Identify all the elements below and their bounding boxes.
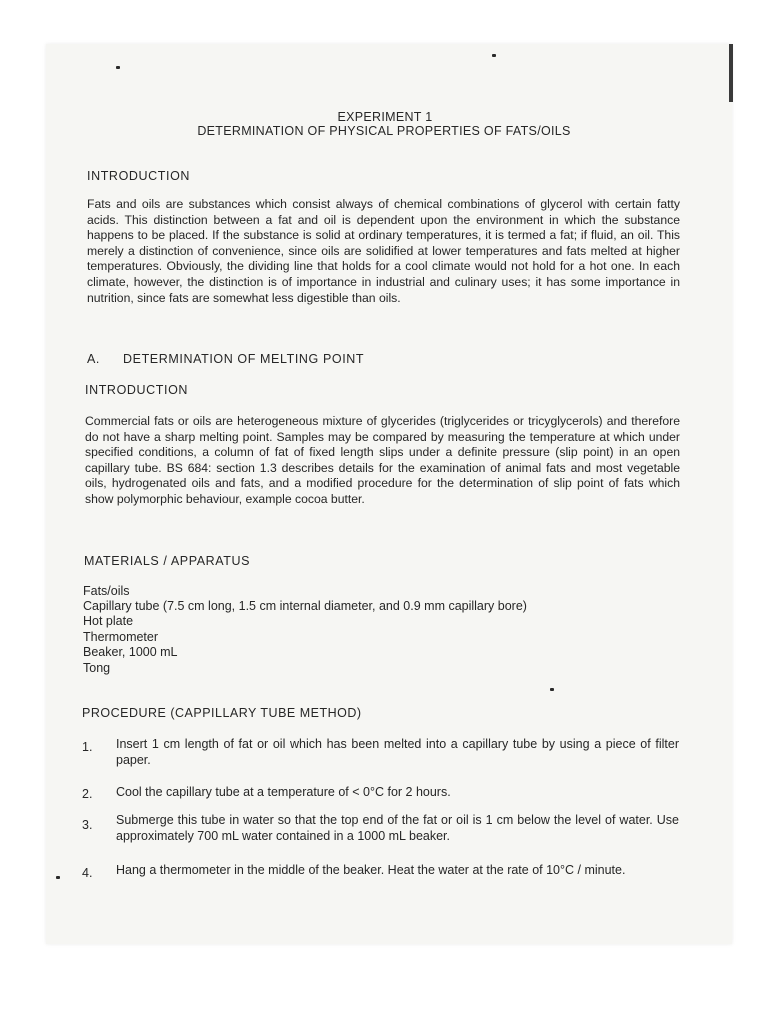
step-number: 1. bbox=[82, 740, 93, 754]
document-title: DETERMINATION OF PHYSICAL PROPERTIES OF FATS/OILS bbox=[197, 124, 571, 138]
scan-speck bbox=[56, 876, 60, 879]
intro-heading: INTRODUCTION bbox=[87, 169, 191, 183]
scan-speck bbox=[550, 688, 554, 691]
materials-item: Beaker, 1000 mL bbox=[83, 645, 178, 659]
section-a-letter: A. bbox=[87, 352, 101, 366]
intro-paragraph: Fats and oils are substances which consist always of chemical combinations of glycerol with certain fatty acids. This distinction between a fat and oil is dependent upon the environment in which the substance happens to be placed. If the substance is solid at ordinary temperatures, it is termed a fat; if fluid, an oil. This merely a distinction of convenience, since oils are solidified at lower temperatures and fats melted at higher temperatures. Obviously, the dividing line that holds for a cool climate would not hold for a hot one. In each climate, however, the distinction is of importance in industrial and culinary uses; it has some importance in nutrition, since fats are somewhat less digestible than oils. bbox=[87, 197, 680, 305]
step-number: 3. bbox=[82, 818, 93, 832]
materials-item: Thermometer bbox=[83, 630, 159, 644]
materials-item: Capillary tube (7.5 cm long, 1.5 cm internal diameter, and 0.9 mm capillary bore) bbox=[83, 599, 527, 613]
experiment-number: EXPERIMENT 1 bbox=[337, 110, 433, 124]
scan-speck bbox=[492, 54, 496, 57]
scan-speck bbox=[116, 66, 120, 69]
materials-item: Fats/oils bbox=[83, 584, 130, 598]
step-number: 4. bbox=[82, 866, 93, 880]
section-a-intro-heading: INTRODUCTION bbox=[85, 383, 189, 397]
page-edge-shadow bbox=[729, 44, 733, 102]
materials-item: Tong bbox=[83, 661, 111, 675]
materials-item: Hot plate bbox=[83, 614, 134, 628]
procedure-step: Cool the capillary tube at a temperature of < 0°C for 2 hours. bbox=[116, 785, 451, 799]
procedure-step: Hang a thermometer in the middle of the beaker. Heat the water at the rate of 10°C / minute. bbox=[116, 863, 626, 877]
section-a-paragraph: Commercial fats or oils are heterogeneous mixture of glycerides (triglycerides or tricyglycerols) and therefore do not have a sharp melting point. Samples may be compared by measuring the temperature at which under specified conditions, a column of fat of fixed length slips under a definite pressure (slip point) in an open capillary tube. BS 684: section 1.3 describes details for the examination of animal fats and most vegetable oils, hydrogenated oils and fats, and a modified procedure for the determination of slip point of fats which show polymorphic behaviour, example cocoa butter. bbox=[85, 414, 680, 506]
procedure-step: Insert 1 cm length of fat or oil which has been melted into a capillary tube by using a piece of filter paper. bbox=[116, 737, 679, 767]
procedure-heading: PROCEDURE (CAPPILLARY TUBE METHOD) bbox=[82, 706, 362, 720]
materials-heading: MATERIALS / APPARATUS bbox=[84, 554, 251, 568]
procedure-step: Submerge this tube in water so that the top end of the fat or oil is 1 cm below the level of water. Use approximately 700 mL water contained in a 1000 mL beaker. bbox=[116, 813, 679, 843]
section-a-heading: DETERMINATION OF MELTING POINT bbox=[123, 352, 365, 366]
step-number: 2. bbox=[82, 787, 93, 801]
